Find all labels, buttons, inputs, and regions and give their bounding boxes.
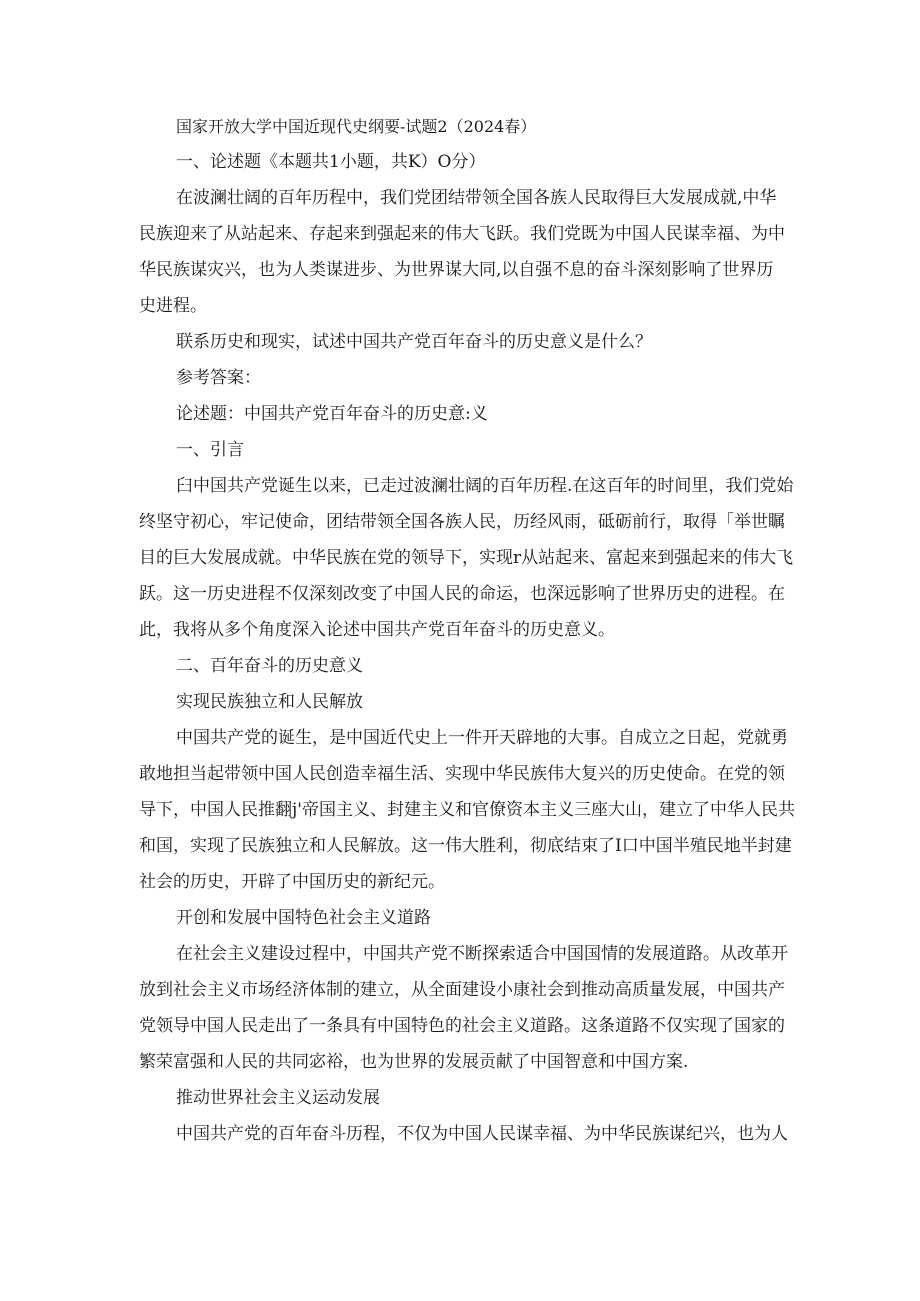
intro-paragraph-line: 目的巨大发展成就。中华民族在党的领导下，实现r从站起来、富起来到强起来的伟大飞 bbox=[139, 548, 794, 568]
subsection-heading: 实现民族独立和人民解放 bbox=[176, 692, 363, 712]
intro-paragraph-line: 跃。这一历史进程不仅深刻改变了中国人民的命运，也深远影响了世界历史的进程。在 bbox=[139, 584, 785, 604]
question-prompt: 联系历史和现实，试述中国共产党百年奋斗的历史意义是什么？ bbox=[176, 332, 652, 352]
document-title: 国家开放大学中国近现代史纲要-试题2（2024春） bbox=[176, 117, 537, 136]
subsection-heading: 推动世界社会主义运动发展 bbox=[176, 1088, 380, 1108]
intro-paragraph-line: 此，我将从多个角度深入论述中国共产党百年奋斗的历史意义。 bbox=[139, 620, 615, 640]
subsection-paragraph-line: 在社会主义建设过程中，中国共产党不断探索适合中国国情的发展道路。从改革开 bbox=[176, 944, 788, 964]
intro-paragraph-line: 终坚守初心，牢记使命，团结带领全国各族人民，历经风雨，砥砺前行，取得「举世瞩 bbox=[139, 512, 785, 532]
answer-title: 论述题：中国共产党百年奋斗的历史意:义 bbox=[176, 404, 488, 424]
question-paragraph-line: 史进程。 bbox=[139, 296, 207, 316]
section-heading-significance: 二、百年奋斗的历史意义 bbox=[176, 656, 363, 676]
intro-paragraph-line: 臼中国共产党诞生以来，已走过波澜壮阔的百年历程.在这百年的时间里，我们党始 bbox=[176, 476, 794, 496]
subsection-paragraph-line: 社会的历史，开辟了中国历史的新纪元。 bbox=[139, 872, 445, 892]
subsection-paragraph-line: 中国共产党的百年奋斗历程，不仅为中国人民谋幸福、为中华民族谋纪兴，也为人 bbox=[176, 1124, 788, 1144]
question-paragraph-line: 华民族谋灾兴，也为人类谋进步、为世界谋大同,以自强不息的奋斗深刻影响了世界历 bbox=[139, 260, 774, 280]
question-paragraph-line: 在波澜壮阔的百年历程中，我们党团结带领全国各族人民取得巨大发展成就,中华 bbox=[176, 188, 777, 208]
subsection-heading: 开创和发展中国特色社会主义道路 bbox=[176, 908, 431, 928]
question-heading: 一、论述题《本题共1小题，共K）O分） bbox=[176, 152, 486, 172]
question-paragraph-line: 民族迎来了从站起来、存起来到强起来的伟大飞跃。我们党既为中国人民谋幸福、为中 bbox=[139, 224, 785, 244]
subsection-paragraph-line: 放到社会主义市场经济体制的建立，从全面建设小康社会到推动高质量发展，中国共产 bbox=[139, 980, 785, 1000]
subsection-paragraph-line: 党领导中国人民走出了一条具有中国特色的社会主义道路。这条道路不仅实现了国家的 bbox=[139, 1016, 785, 1036]
subsection-paragraph-line: 和国，实现了民族独立和人民解放。这一伟大胜利，彻底结束了I口中国半殖民地半封建 bbox=[139, 836, 792, 856]
subsection-paragraph-line: 中国共产党的诞生，是中国近代史上一件开天辟地的大事。自成立之日起，党就勇 bbox=[176, 728, 788, 748]
answer-label: 参考答案： bbox=[176, 368, 261, 388]
subsection-paragraph-line: 敢地担当起带领中国人民创造幸福生活、实现中华民族伟大复兴的历史使命。在党的领 bbox=[139, 764, 785, 784]
subsection-paragraph-line: 繁荣富强和人民的共同宓裕，也为世界的发展贡献了中国智意和中国方案. bbox=[139, 1052, 689, 1072]
subsection-paragraph-line: 导下，中国人民推翻j'帝国主义、封建主义和官僚资本主义三座大山，建立了中华人民共 bbox=[139, 800, 795, 820]
section-heading-intro: 一、引言 bbox=[176, 440, 244, 460]
